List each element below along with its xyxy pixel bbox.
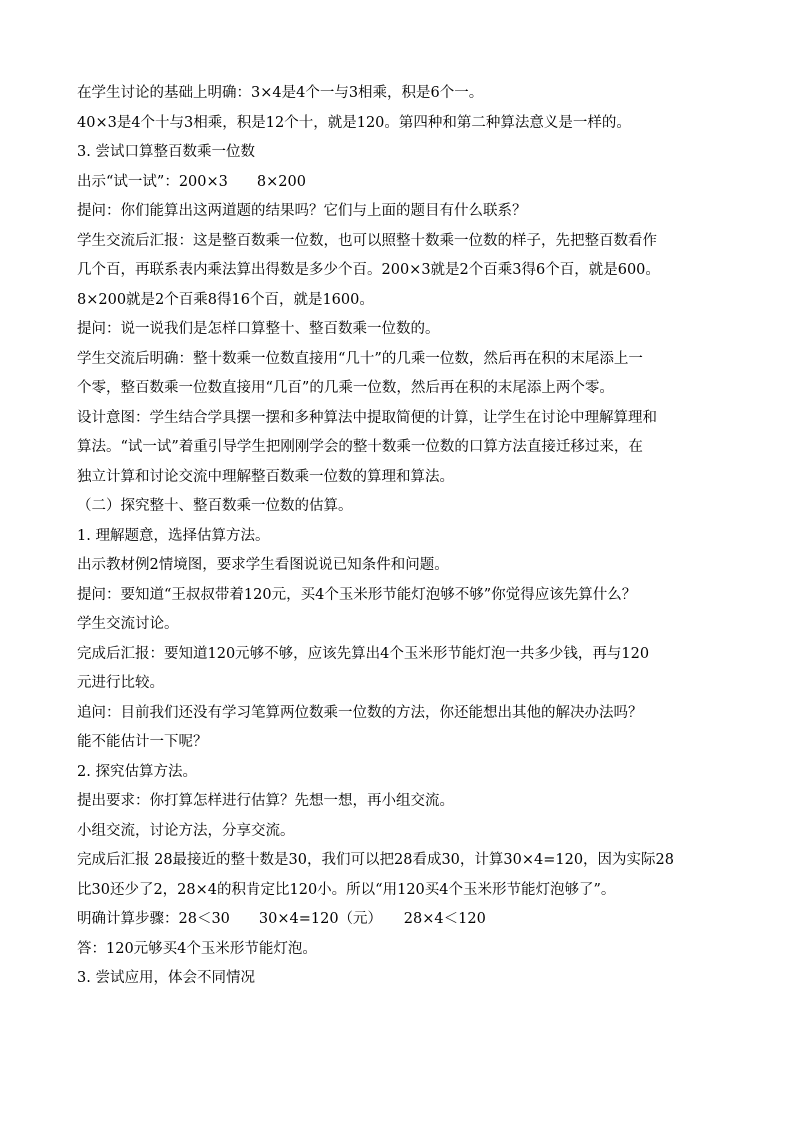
text-line: 提问：你们能算出这两道题的结果吗？它们与上面的题目有什么联系？ (77, 203, 527, 219)
text-line: 学生交流后明确：整十数乘一位数直接用“几十”的几乘一位数，然后再在积的末尾添上一 (77, 350, 643, 367)
text-line: 追问：目前我们还没有学习笔算两位数乘一位数的方法，你还能想出其他的解决办法吗？ (77, 704, 643, 721)
text-line: 8×200就是2个百乘8得16个百，就是1600。 (77, 291, 374, 308)
text-line: 算法。“试一试”着重引导学生把刚刚学会的整十数乘一位数的口算方法直接迁移过来，在 (77, 439, 643, 455)
document-body (77, 79, 727, 994)
text-line: 元进行比较。 (77, 675, 164, 691)
section-heading: 3. 尝试应用，体会不同情况 (77, 970, 255, 986)
text-line: 明确计算步骤：28＜30 30×4=120（元） 28×4＜120 (77, 911, 486, 927)
text-line: 提问：要知道“王叔叔带着120元，买4个玉米形节能灯泡够不够”你觉得应该先算什么？ (77, 586, 637, 603)
text-line: 出示教材例2情境图，要求学生看图说说已知条件和问题。 (77, 557, 449, 573)
text-line: 能不能估计一下呢？ (77, 734, 208, 750)
text-line: 小组交流，讨论方法，分享交流。 (77, 822, 295, 839)
text-line: 40×3是4个十与3相乘，积是12个十，就是120。第四种和第二种算法意义是一样的。 (77, 114, 631, 131)
text-line: 在学生讨论的基础上明确：3×4是4个一与3相乘，积是6个一。 (77, 85, 484, 101)
section-heading: 2. 探究估算方法。 (77, 763, 197, 780)
text-line: 学生交流后汇报：这是整百数乘一位数，也可以照整十数乘一位数的样子，先把整百数看作 (77, 232, 657, 249)
text-line: 提问：说一说我们是怎样口算整十、整百数乘一位数的。 (77, 321, 440, 337)
text-line: 独立计算和讨论交流中理解整百数乘一位数的算理和算法。 (77, 468, 454, 485)
text-line: 完成后汇报：要知道120元够不够，应该先算出4个玉米形节能灯泡一共多少钱，再与120 (77, 645, 650, 662)
text-line: 个零，整百数乘一位数直接用“几百”的几乘一位数，然后再在积的末尾添上两个零。 (77, 380, 614, 396)
text-line: 完成后汇报 28最接近的整十数是30，我们可以把28看成30，计算30×4=120，因为实际28 (77, 852, 675, 868)
text-line: 学生交流讨论。 (77, 616, 179, 632)
section-heading: （二）探究整十、整百数乘一位数的估算。 (77, 498, 353, 514)
text-line: 提出要求：你打算怎样进行估算？先想一想，再小组交流。 (77, 793, 454, 809)
text-line: 设计意图：学生结合学具摆一摆和多种算法中提取简便的计算，让学生在讨论中理解算理和 (77, 409, 657, 426)
text-line: 比30还少了2，28×4的积肯定比120小。所以“用120买4个玉米形节能灯泡够了”。 (77, 881, 616, 898)
text-line: 几个百，再联系表内乘法算出得数是多少个百。200×3就是2个百乘3得6个百，就是600。 (77, 262, 660, 278)
section-heading: 1. 理解题意，选择估算方法。 (77, 527, 270, 544)
section-heading: 3. 尝试口算整百数乘一位数 (77, 144, 255, 160)
text-line: 出示“试一试”：200×3 8×200 (77, 173, 306, 190)
text-line: 答：120元够买4个玉米形节能灯泡。 (77, 940, 317, 957)
